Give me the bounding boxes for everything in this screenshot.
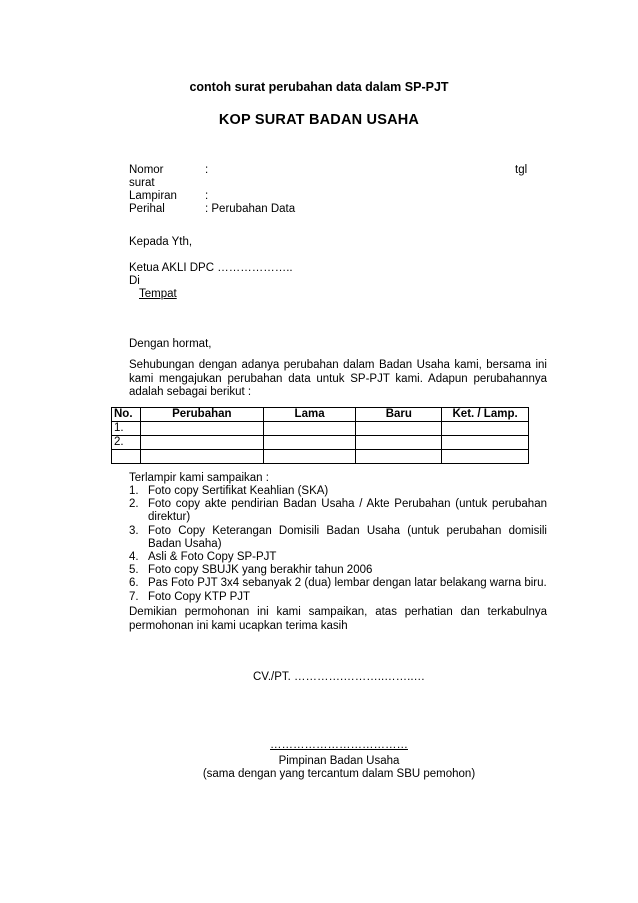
nomor-label: Nomor — [129, 164, 164, 176]
recipient-greeting: Kepada Yth, — [129, 236, 193, 248]
list-item-number: 2. — [129, 498, 139, 511]
tgl-label: tgl — [515, 164, 528, 176]
recipient-to: Ketua AKLI DPC ……………….. — [129, 262, 293, 274]
changes-table — [111, 407, 529, 464]
list-item — [129, 498, 547, 524]
attachments-list — [129, 485, 547, 604]
table-cell: 2. — [112, 436, 141, 450]
list-item-text: Foto Copy KTP PJT — [148, 590, 251, 603]
document-subtitle: contoh surat perubahan data dalam SP-PJT — [189, 80, 449, 94]
list-item-number: 1. — [129, 485, 139, 497]
table-cell — [112, 450, 141, 464]
signature-line: ……………………………… — [270, 739, 408, 751]
table-header-row — [112, 408, 529, 422]
header-baru: Baru — [356, 408, 442, 422]
table-cell — [442, 422, 529, 436]
header-lama: Lama — [263, 408, 356, 422]
table-cell — [356, 450, 442, 464]
closing-paragraph: Demikian permohonan ini kami sampaikan, atas perhatian dan terkabulnya permohonan ini kami ucapkan terima kasih — [129, 606, 547, 632]
table-row — [112, 436, 529, 450]
table-cell — [263, 422, 356, 436]
list-item-text: Foto Copy Keterangan Domisili Badan Usaha (untuk perubahan domisili Badan Usaha) — [148, 524, 547, 550]
list-item-text: Pas Foto PJT 3x4 sebanyak 2 (dua) lembar dengan latar belakang warna biru. — [148, 577, 547, 590]
perihal-label: Perihal — [129, 203, 165, 215]
table-cell — [140, 436, 263, 450]
list-item — [129, 577, 547, 590]
list-item — [129, 564, 547, 577]
recipient-di: Di — [129, 275, 140, 287]
list-item-number: 3. — [129, 524, 139, 537]
list-item-text: Asli & Foto Copy SP-PJT — [148, 551, 277, 564]
list-item — [129, 525, 547, 551]
table-cell — [442, 436, 529, 450]
table-cell — [263, 450, 356, 464]
list-item-number: 5. — [129, 564, 139, 577]
list-item-text: Foto copy Sertifikat Keahlian (SKA) — [148, 485, 329, 497]
header-ket-lamp: Ket. / Lamp. — [442, 408, 529, 422]
list-item-text: Foto copy akte pendirian Badan Usaha / Akte Perubahan (untuk perubahan direktur) — [148, 498, 547, 524]
table-cell — [140, 450, 263, 464]
lampiran-label: Lampiran — [129, 190, 177, 202]
list-item — [129, 551, 547, 564]
table-cell — [442, 450, 529, 464]
list-item — [129, 485, 547, 498]
attachments-intro: Terlampir kami sampaikan : — [129, 472, 269, 484]
table-cell — [356, 436, 442, 450]
table-cell — [263, 436, 356, 450]
company-name: CV./PT. ………….………..……..… — [252, 671, 426, 683]
surat-label: surat — [129, 177, 155, 189]
table-cell: 1. — [112, 422, 141, 436]
list-item-number: 4. — [129, 551, 139, 564]
list-item-text: Foto copy SBUJK yang berakhir tahun 2006 — [148, 564, 373, 577]
signer-title: Pimpinan Badan Usaha — [278, 755, 400, 767]
header-no: No. — [112, 408, 141, 422]
list-item-number: 7. — [129, 590, 139, 603]
table-cell — [356, 422, 442, 436]
lampiran-colon: : — [205, 190, 209, 202]
perihal-value: : Perubahan Data — [205, 203, 296, 215]
nomor-colon: : — [205, 164, 209, 176]
signer-note: (sama dengan yang tercantum dalam SBU pemohon) — [202, 768, 476, 780]
table-row — [112, 450, 529, 464]
header-perubahan: Perubahan — [140, 408, 263, 422]
letterhead-title: KOP SURAT BADAN USAHA — [218, 112, 420, 128]
recipient-place: Tempat — [139, 288, 177, 300]
intro-paragraph: Sehubungan dengan adanya perubahan dalam Badan Usaha kami, bersama ini kami mengajukan perubahan data untuk SP-PJT kami. Adapun perubahannya adalah sebagai berikut : — [129, 359, 547, 398]
list-item-number: 6. — [129, 577, 139, 590]
table-row — [112, 422, 529, 436]
salutation: Dengan hormat, — [129, 338, 212, 350]
table-cell — [140, 422, 263, 436]
list-item — [129, 591, 547, 604]
